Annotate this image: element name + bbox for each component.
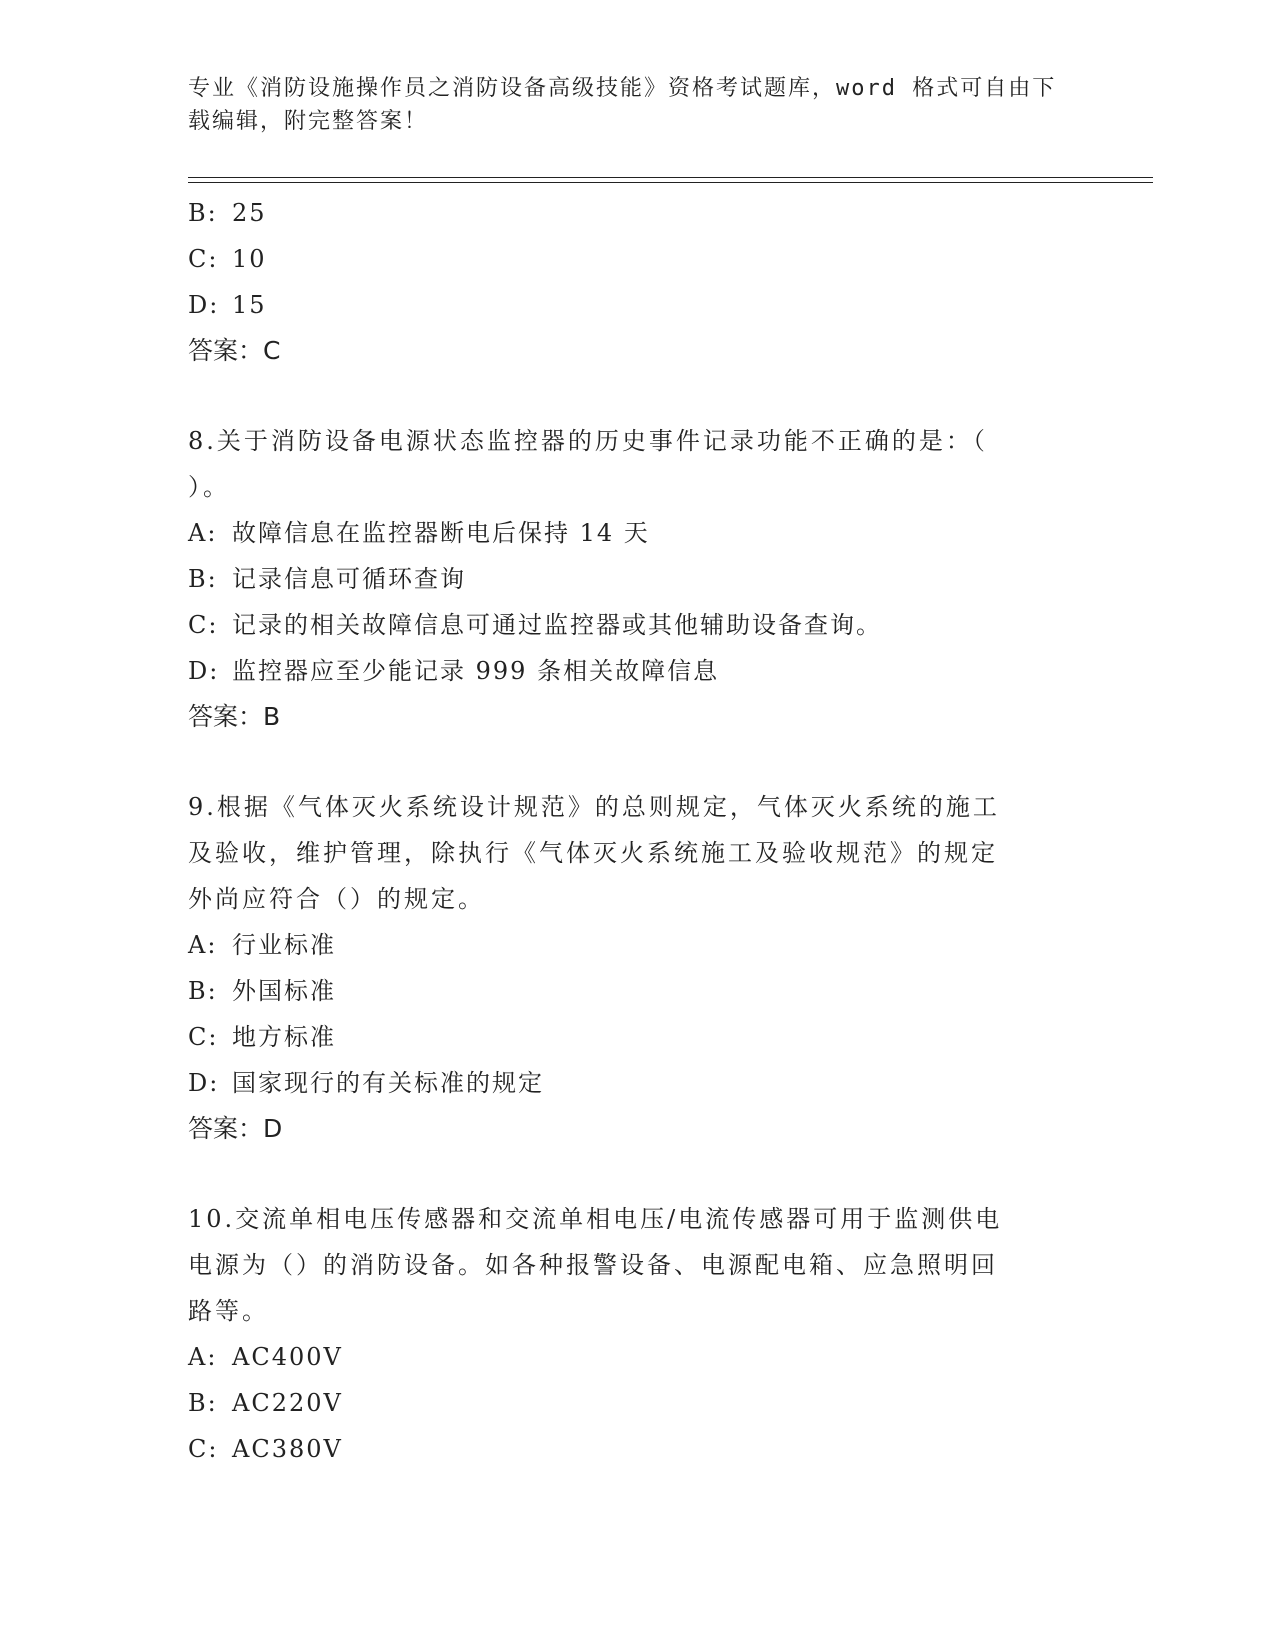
option-text: 记录的相关故障信息可通过监控器或其他辅助设备查询。 — [232, 611, 882, 639]
answer: 答案：D — [188, 1114, 283, 1143]
stem-line: 路等。 — [188, 1297, 269, 1325]
question-9 — [188, 784, 1058, 1152]
option-text: 10 — [232, 245, 267, 273]
option-b — [188, 968, 1058, 1014]
option-text: AC400V — [232, 1343, 343, 1371]
option-key: D: — [188, 1069, 220, 1097]
option-text: 记录信息可循环查询 — [232, 565, 466, 593]
option-text: 监控器应至少能记录 999 条相关故障信息 — [232, 657, 720, 685]
option-key: C: — [188, 245, 219, 273]
option-key: C: — [188, 611, 219, 639]
question-stem — [188, 418, 1058, 510]
option-text: AC380V — [232, 1435, 343, 1463]
option-text: 地方标准 — [232, 1023, 336, 1051]
stem-line: 9.根据《气体灭火系统设计规范》的总则规定，气体灭火系统的施工 — [188, 793, 1000, 821]
stem-line: ）。 — [188, 473, 230, 501]
option-key: A: — [188, 931, 218, 959]
option-a — [188, 1334, 1058, 1380]
option-b — [188, 556, 1058, 602]
option-key: C: — [188, 1023, 219, 1051]
option-c — [188, 236, 1058, 282]
option-c — [188, 602, 1058, 648]
option-key: B: — [188, 565, 218, 593]
stem-line: 外尚应符合（）的规定。 — [188, 885, 485, 913]
question-stem — [188, 1196, 1058, 1334]
stem-line: 10.交流单相电压传感器和交流单相电压/电流传感器可用于监测供电 — [188, 1205, 1003, 1233]
answer: 答案：B — [188, 702, 281, 731]
option-a — [188, 922, 1058, 968]
option-key: D: — [188, 657, 220, 685]
option-text: 外国标准 — [232, 977, 336, 1005]
answer: 答案：C — [188, 336, 281, 365]
option-key: B: — [188, 1389, 218, 1417]
question-8 — [188, 418, 1058, 740]
option-d — [188, 648, 1058, 694]
stem-line: 8.关于消防设备电源状态监控器的历史事件记录功能不正确的是：（ — [188, 427, 988, 455]
question-stem — [188, 784, 1058, 922]
question-list — [188, 190, 1058, 1472]
option-text: 行业标准 — [232, 931, 336, 959]
option-a — [188, 510, 1058, 556]
option-d — [188, 1060, 1058, 1106]
option-text: 25 — [232, 199, 267, 227]
stem-line: 电源为（）的消防设备。如各种报警设备、电源配电箱、应急照明回 — [188, 1251, 998, 1279]
header-line-1: 专业《消防设施操作员之消防设备高级技能》资格考试题库，word 格式可自由下 — [188, 76, 1057, 101]
option-c — [188, 1426, 1058, 1472]
option-key: C: — [188, 1435, 219, 1463]
option-key: B: — [188, 977, 218, 1005]
header-divider-top — [188, 177, 1153, 178]
option-key: D: — [188, 291, 220, 319]
option-text: AC220V — [232, 1389, 343, 1417]
option-b — [188, 190, 1058, 236]
document-header — [188, 72, 1068, 138]
option-text: 国家现行的有关标准的规定 — [232, 1069, 544, 1097]
option-key: A: — [188, 1343, 218, 1371]
question-7 — [188, 190, 1058, 374]
option-text: 15 — [232, 291, 267, 319]
option-key: B: — [188, 199, 218, 227]
option-c — [188, 1014, 1058, 1060]
option-text: 故障信息在监控器断电后保持 14 天 — [232, 519, 650, 547]
option-key: A: — [188, 519, 218, 547]
header-line-2: 载编辑，附完整答案！ — [188, 109, 429, 134]
option-b — [188, 1380, 1058, 1426]
question-10 — [188, 1196, 1058, 1472]
header-divider-bottom — [188, 182, 1153, 183]
stem-line: 及验收，维护管理，除执行《气体灭火系统施工及验收规范》的规定 — [188, 839, 998, 867]
option-d — [188, 282, 1058, 328]
